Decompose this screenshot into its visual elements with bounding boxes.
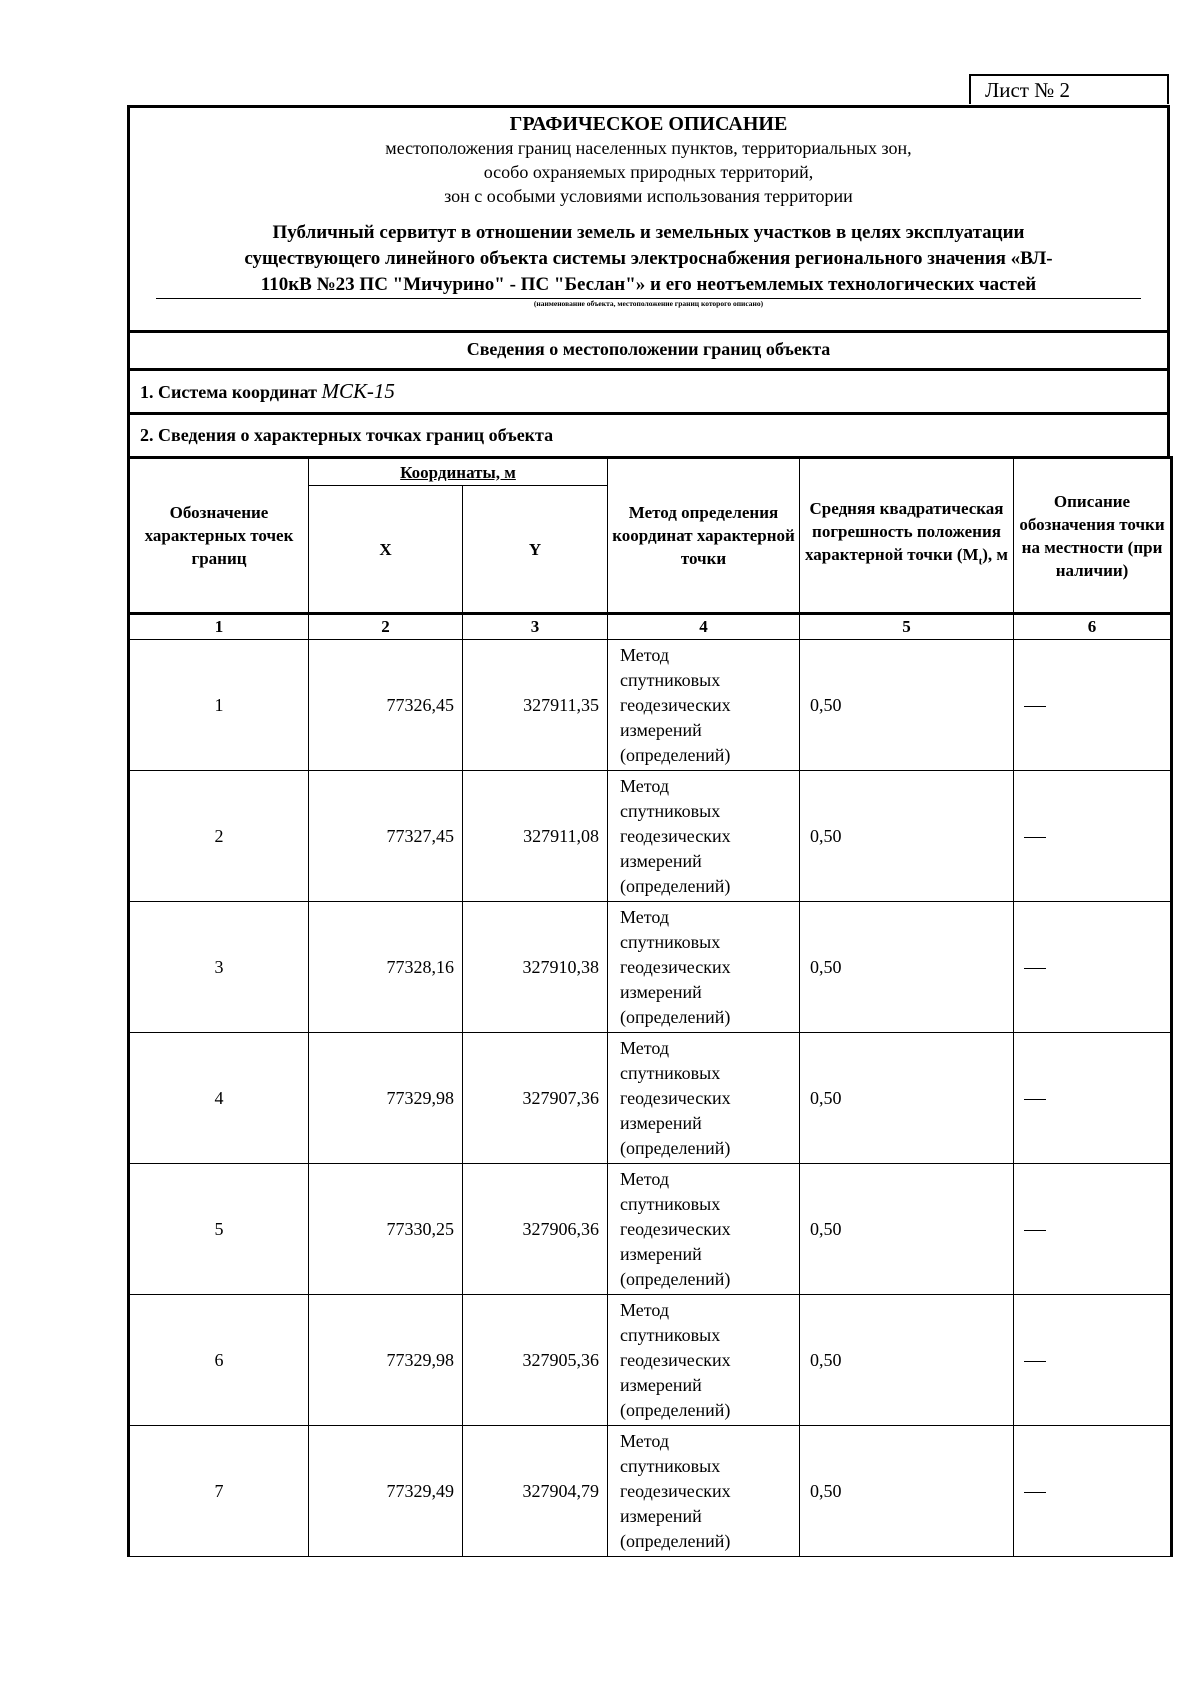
dash-mark [1024,1361,1046,1362]
dash-mark [1024,968,1046,969]
column-number: 5 [800,614,1014,640]
accuracy-cell: 0,50 [800,902,1014,1033]
x-coordinate: 77329,98 [309,1033,463,1164]
point-number: 5 [129,1164,309,1295]
document-header [127,105,1170,330]
description-cell [1014,1426,1172,1557]
sheet-number: Лист № 2 [969,74,1169,104]
description-cell [1014,771,1172,902]
point-number: 3 [129,902,309,1033]
table-row [129,902,1172,1033]
dash-mark [1024,1492,1046,1493]
header-x: X [309,486,463,614]
object-name [140,220,1157,298]
header-designation: Обозначение характерных точек границ [129,458,309,614]
accuracy-cell: 0,50 [800,1164,1014,1295]
description-cell [1014,1033,1172,1164]
table-row [129,1295,1172,1426]
coord-system-row [127,368,1170,412]
header-method: Метод определения координат характерной точки [608,458,800,614]
y-coordinate: 327911,35 [463,640,608,771]
method-cell: Метод спутниковых геодезических измерений (определений) [608,1426,800,1557]
x-coordinate: 77328,16 [309,902,463,1033]
table-row [129,771,1172,902]
method-cell: Метод спутниковых геодезических измерений (определений) [608,902,800,1033]
points-table [127,456,1173,1557]
column-number: 6 [1014,614,1172,640]
y-coordinate: 327907,36 [463,1033,608,1164]
dash-mark [1024,1230,1046,1231]
point-number: 6 [129,1295,309,1426]
point-number: 7 [129,1426,309,1557]
points-heading: 2. Сведения о характерных точках границ объекта [127,412,1170,456]
method-cell: Метод спутниковых геодезических измерений (определений) [608,1164,800,1295]
accuracy-tail: ), м [982,545,1008,565]
x-coordinate: 77326,45 [309,640,463,771]
accuracy-cell: 0,50 [800,1426,1014,1557]
y-coordinate: 327906,36 [463,1164,608,1295]
header-description: Описание обозначения точки на местности (при наличии) [1014,458,1172,614]
column-number: 3 [463,614,608,640]
column-number: 4 [608,614,800,640]
location-heading: Сведения о местоположении границ объекта [127,330,1170,368]
document-frame [127,105,1170,1557]
point-number: 4 [129,1033,309,1164]
method-cell: Метод спутниковых геодезических измерений (определений) [608,771,800,902]
subtitle-line: зон с особыми условиями использования территории [444,186,853,206]
point-number: 1 [129,640,309,771]
column-number-row [129,614,1172,640]
object-caption: (наименование объекта, местоположение границ которого описано) [533,299,764,308]
table-row [129,640,1172,771]
x-coordinate: 77330,25 [309,1164,463,1295]
object-line: 110кВ №23 ПС "Мичурино" - ПС "Беслан"» и его неотъемлемых технологических частей [260,274,1037,295]
subtitle-line: местоположения границ населенных пунктов, территориальных зон, [385,138,912,158]
y-coordinate: 327905,36 [463,1295,608,1426]
accuracy-main: Средняя квадратическая погрешность положения характерной точки (M [805,499,1004,565]
points-table-body [129,640,1172,1557]
header-accuracy [800,458,1014,614]
y-coordinate: 327911,08 [463,771,608,902]
x-coordinate: 77329,98 [309,1295,463,1426]
table-row [129,1164,1172,1295]
method-cell: Метод спутниковых геодезических измерений (определений) [608,1033,800,1164]
header-y: Y [463,486,608,614]
coord-system-label: 1. Система координат [140,382,322,402]
column-number: 1 [129,614,309,640]
accuracy-cell: 0,50 [800,1033,1014,1164]
object-line: существующего линейного объекта системы электроснабжения регионального значения «ВЛ- [244,248,1053,269]
dash-mark [1024,1099,1046,1100]
y-coordinate: 327910,38 [463,902,608,1033]
y-coordinate: 327904,79 [463,1426,608,1557]
description-cell [1014,1164,1172,1295]
accuracy-subscript: t [978,555,983,568]
x-coordinate: 77329,49 [309,1426,463,1557]
description-cell [1014,1295,1172,1426]
object-line: Публичный сервитут в отношении земель и земельных участков в целях эксплуатации [272,222,1025,243]
x-coordinate: 77327,45 [309,771,463,902]
description-cell [1014,902,1172,1033]
column-number: 2 [309,614,463,640]
subtitle-line: особо охраняемых природных территорий, [483,162,814,182]
header-coordinates: Координаты, м [309,458,608,486]
method-cell: Метод спутниковых геодезических измерений (определений) [608,640,800,771]
description-cell [1014,640,1172,771]
coord-system-value: МСК-15 [321,379,395,403]
dash-mark [1024,837,1046,838]
accuracy-cell: 0,50 [800,1295,1014,1426]
table-row [129,1033,1172,1164]
document-title: ГРАФИЧЕСКОЕ ОПИСАНИЕ [509,113,788,135]
table-row [129,1426,1172,1557]
accuracy-cell: 0,50 [800,771,1014,902]
dash-mark [1024,706,1046,707]
method-cell: Метод спутниковых геодезических измерений (определений) [608,1295,800,1426]
accuracy-cell: 0,50 [800,640,1014,771]
point-number: 2 [129,771,309,902]
